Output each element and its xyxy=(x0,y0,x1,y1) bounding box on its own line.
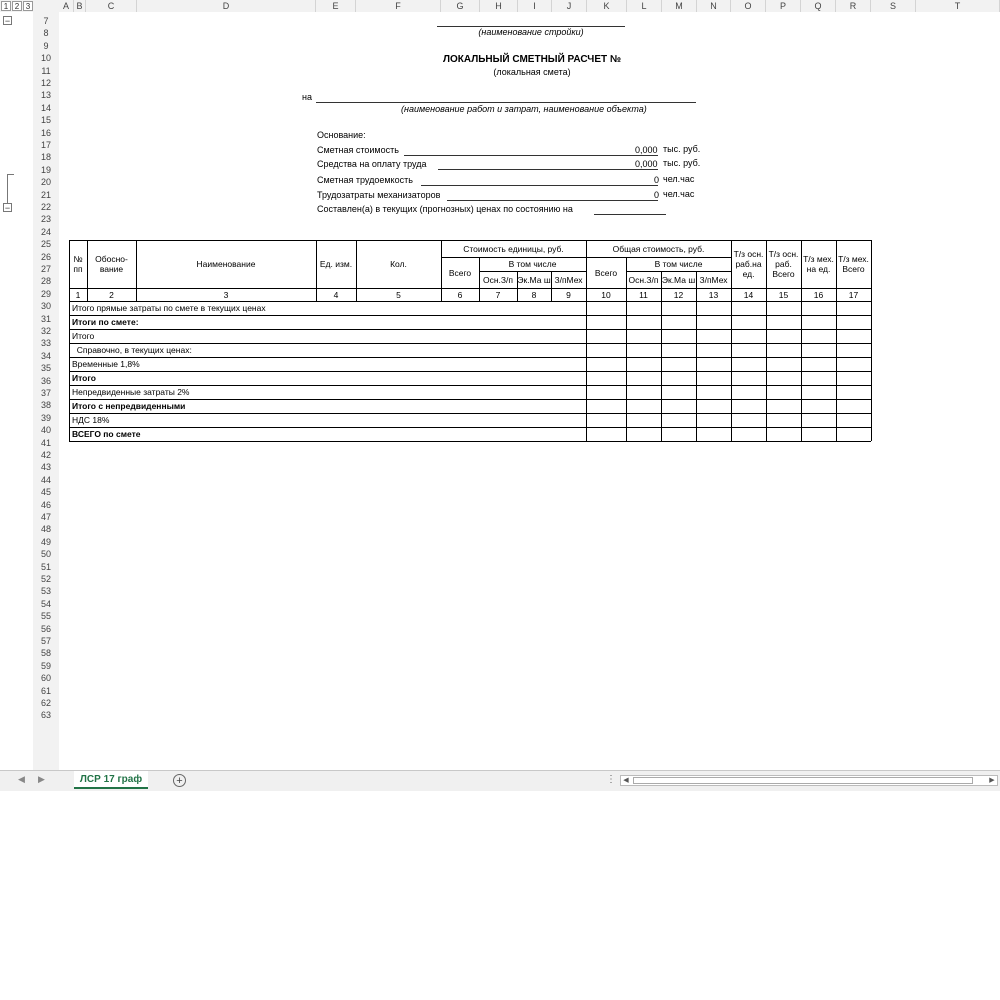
row-header[interactable]: 8 xyxy=(43,28,49,39)
total-row-label[interactable]: Итого прямые затраты по смете в текущих ценах xyxy=(72,303,266,313)
table-border xyxy=(661,301,662,441)
row-header[interactable]: 30 xyxy=(40,301,51,312)
total-row-label[interactable]: Справочно, в текущих ценах: xyxy=(72,345,192,355)
column-header[interactable]: Q xyxy=(801,0,836,12)
header-basis: Обосно-вание xyxy=(95,254,128,274)
table-border xyxy=(871,240,872,301)
table-border xyxy=(69,371,871,372)
row-header[interactable]: 22 xyxy=(40,202,51,212)
row-header[interactable]: 39 xyxy=(40,412,51,423)
row-header[interactable]: 47 xyxy=(40,512,51,522)
estimate-title: ЛОКАЛЬНЫЙ СМЕТНЫЙ РАСЧЕТ № xyxy=(442,54,622,65)
worksheet-grid[interactable] xyxy=(59,12,1000,770)
row-header[interactable]: 23 xyxy=(40,214,51,225)
header-tz-meh-unit: Т/з мех. на ед. xyxy=(803,254,834,274)
table-border xyxy=(69,240,871,241)
table-border xyxy=(69,301,70,441)
row-header[interactable]: 16 xyxy=(40,127,51,138)
row-header[interactable]: 12 xyxy=(40,78,51,88)
outline-level-2-button[interactable]: 2 xyxy=(12,1,22,11)
row-header[interactable]: 19 xyxy=(40,164,51,175)
tab-scroll-right-button[interactable]: ▶ xyxy=(38,774,45,784)
column-number-cell: 7 xyxy=(495,289,501,300)
row-header[interactable]: 42 xyxy=(40,450,51,460)
scroll-left-arrow[interactable]: ◀ xyxy=(623,777,629,784)
column-number-cell: 10 xyxy=(601,289,611,300)
column-number-cell: 17 xyxy=(848,289,859,300)
collapse-group-button[interactable]: − xyxy=(4,203,11,213)
table-border xyxy=(69,399,871,400)
add-sheet-button[interactable]: + xyxy=(173,774,186,787)
total-row-label[interactable]: ВСЕГО по смете xyxy=(72,429,141,439)
works-caption: (наименование работ и затрат, наименование объекта) xyxy=(401,104,647,114)
table-border xyxy=(696,301,697,441)
header-total-cost: Общая стоимость, руб. xyxy=(612,243,705,254)
column-header[interactable]: D xyxy=(137,0,316,12)
column-number-cell: 14 xyxy=(743,289,754,300)
row-header[interactable]: 26 xyxy=(40,251,51,262)
header-unit-cost-all: Всего xyxy=(448,267,472,278)
header-total-osn: Осн.З/п xyxy=(628,274,659,285)
column-number-cell: 1 xyxy=(75,289,81,300)
header-unit-ekma: Эк.Ма ш xyxy=(517,274,551,285)
column-number-cell: 13 xyxy=(708,289,719,300)
row-header[interactable]: 37 xyxy=(40,388,51,398)
column-number-cell: 5 xyxy=(396,289,401,300)
header-total-zpmeh: З/пМех xyxy=(699,274,728,285)
column-number-cell: 2 xyxy=(109,289,114,300)
table-border xyxy=(69,441,871,442)
row-header[interactable]: 24 xyxy=(40,226,51,237)
row-header[interactable]: 27 xyxy=(40,264,51,274)
row-header[interactable]: 58 xyxy=(40,648,51,659)
column-number-cell: 15 xyxy=(778,289,789,300)
row-header[interactable]: 25 xyxy=(40,239,51,250)
row-header[interactable]: 50 xyxy=(40,549,51,560)
outline-level-1-button[interactable]: 1 xyxy=(1,1,11,11)
row-header[interactable]: 35 xyxy=(40,363,51,374)
header-qty: Кол. xyxy=(390,259,407,269)
row-header[interactable]: 14 xyxy=(40,102,51,113)
column-header[interactable]: T xyxy=(916,0,1000,12)
table-border xyxy=(69,329,871,330)
row-header[interactable]: 9 xyxy=(43,40,49,51)
header-tz-osn-unit: Т/з осн. раб.на ед. xyxy=(733,249,764,279)
header-unit-cost-incl: В том числе xyxy=(508,259,557,269)
row-header[interactable]: 46 xyxy=(40,499,51,510)
row-header[interactable]: 55 xyxy=(40,611,51,622)
column-header[interactable]: E xyxy=(316,0,356,12)
header-unit-osn: Осн.З/п xyxy=(482,274,513,285)
scrollbar-thumb[interactable] xyxy=(633,777,973,784)
wages-unit: тыс. руб. xyxy=(663,158,701,168)
column-header[interactable]: F xyxy=(356,0,441,12)
row-header[interactable]: 48 xyxy=(40,524,51,535)
basis-label: Основание: xyxy=(317,130,366,140)
row-header[interactable]: 54 xyxy=(40,598,51,609)
column-number-cell: 8 xyxy=(531,289,537,300)
row-header[interactable]: 15 xyxy=(40,115,51,126)
column-number-cell: 4 xyxy=(333,289,339,300)
column-number-cell: 11 xyxy=(639,289,648,300)
header-unit-zpmeh: З/пМех xyxy=(554,274,583,285)
total-row-label[interactable]: Итого с непредвиденными xyxy=(72,401,186,411)
column-header[interactable]: I xyxy=(518,0,552,12)
column-header[interactable]: R xyxy=(836,0,871,12)
row-header[interactable]: 61 xyxy=(40,685,51,696)
outline-level-3-button[interactable]: 3 xyxy=(23,1,33,11)
header-total-all: Всего xyxy=(594,267,618,278)
row-header[interactable]: 34 xyxy=(40,350,51,361)
row-header[interactable]: 51 xyxy=(40,561,51,572)
column-header[interactable]: H xyxy=(480,0,518,12)
column-header[interactable]: J xyxy=(552,0,587,12)
row-header[interactable]: 49 xyxy=(40,536,51,547)
row-header[interactable]: 56 xyxy=(40,623,51,634)
row-header[interactable]: 29 xyxy=(40,288,51,299)
header-tz-meh-all: Т/з мех. Всего xyxy=(838,254,869,274)
estimated-cost-unit: тыс. руб. xyxy=(663,144,701,154)
tab-splitter-handle[interactable]: ⋮ xyxy=(606,774,616,785)
row-header[interactable]: 33 xyxy=(40,338,51,349)
total-row-label[interactable]: Итого xyxy=(72,373,96,383)
scroll-right-arrow[interactable]: ▶ xyxy=(989,777,995,784)
row-header[interactable]: 45 xyxy=(40,487,51,498)
column-number-cell: 6 xyxy=(457,289,463,300)
labor-unit: чел.час xyxy=(663,174,695,184)
table-border xyxy=(586,301,587,441)
wages-label: Средства на оплату труда xyxy=(317,159,427,169)
row-header[interactable]: 32 xyxy=(40,326,51,336)
table-border xyxy=(871,301,872,441)
row-header[interactable]: 28 xyxy=(40,276,51,287)
row-header[interactable]: 7 xyxy=(43,16,49,26)
header-unit: Ед. изм. xyxy=(319,259,353,269)
table-border xyxy=(801,301,802,441)
row-header[interactable]: 10 xyxy=(40,53,51,64)
mech-unit: чел.час xyxy=(663,189,695,199)
column-number-cell: 9 xyxy=(566,289,571,300)
row-header[interactable]: 40 xyxy=(40,425,51,436)
header-no: № пп xyxy=(73,254,83,274)
column-header[interactable]: C xyxy=(86,0,137,12)
total-row-label[interactable]: Временные 1,8% xyxy=(72,359,140,369)
column-number-cell: 12 xyxy=(673,289,684,300)
labor-label: Сметная трудоемкость xyxy=(317,175,413,185)
column-header[interactable]: S xyxy=(871,0,916,12)
compiled-label: Составлен(а) в текущих (прогнозных) ценах по состоянию на xyxy=(317,204,573,214)
header-unit-cost: Стоимость единицы, руб. xyxy=(463,243,564,254)
table-border xyxy=(479,271,586,272)
row-header[interactable]: 20 xyxy=(40,177,51,188)
construction-caption: (наименование стройки) xyxy=(478,27,584,37)
row-header[interactable]: 44 xyxy=(40,474,51,485)
row-header[interactable]: 62 xyxy=(40,698,51,708)
column-header[interactable]: A xyxy=(59,0,74,12)
total-row-label[interactable]: Итого xyxy=(72,331,95,341)
horizontal-scrollbar[interactable] xyxy=(620,775,998,786)
table-border xyxy=(836,301,837,441)
tab-scroll-left-button[interactable]: ◀ xyxy=(18,774,25,784)
mech-label: Трудозатраты механизаторов xyxy=(317,190,441,200)
row-header[interactable]: 21 xyxy=(40,189,51,200)
header-tz-osn-all: Т/з осн. раб. Всего xyxy=(768,249,799,279)
row-header[interactable]: 57 xyxy=(40,636,51,646)
na-label: на xyxy=(302,92,312,102)
mech-value: 0 xyxy=(654,190,660,200)
row-header[interactable]: 63 xyxy=(40,710,51,721)
table-border xyxy=(626,301,627,441)
row-header[interactable]: 17 xyxy=(40,140,51,150)
row-header[interactable]: 41 xyxy=(40,437,51,448)
column-header[interactable]: G xyxy=(441,0,480,12)
table-border xyxy=(69,413,871,414)
header-total-ekma: Эк.Ма ш xyxy=(661,274,696,285)
column-header[interactable]: N xyxy=(697,0,731,12)
header-total-incl: В том числе xyxy=(654,259,703,269)
column-header[interactable]: B xyxy=(74,0,86,12)
column-header[interactable]: K xyxy=(587,0,627,12)
column-number-cell: 16 xyxy=(813,289,824,300)
row-header[interactable]: 13 xyxy=(40,90,51,101)
column-number-cell: 3 xyxy=(223,289,229,300)
table-border xyxy=(69,315,871,316)
total-row-label[interactable]: НДС 18% xyxy=(72,415,110,425)
row-header[interactable]: 36 xyxy=(40,375,51,386)
estimate-table xyxy=(59,12,1000,770)
outline-gutter xyxy=(0,12,33,770)
row-header[interactable]: 59 xyxy=(40,660,51,671)
total-row-label[interactable]: Непредвиденные затраты 2% xyxy=(72,387,190,397)
table-border xyxy=(69,357,871,358)
column-header[interactable]: M xyxy=(662,0,697,12)
table-border xyxy=(69,427,871,428)
column-header[interactable]: O xyxy=(731,0,766,12)
header-name: Наименование xyxy=(196,259,256,269)
row-header[interactable]: 38 xyxy=(40,400,51,411)
outline-bracket xyxy=(7,174,14,205)
row-header[interactable]: 31 xyxy=(40,313,51,324)
total-row-label[interactable]: Итоги по смете: xyxy=(72,317,139,327)
row-header[interactable]: 52 xyxy=(40,574,51,584)
table-border xyxy=(731,301,732,441)
column-header[interactable]: P xyxy=(766,0,801,12)
table-border xyxy=(626,271,731,272)
row-header[interactable]: 11 xyxy=(41,65,51,76)
row-header[interactable]: 18 xyxy=(40,152,51,163)
wages-value: 0,000 xyxy=(635,159,658,169)
estimated-cost-value: 0,000 xyxy=(635,145,658,155)
estimate-subtitle: (локальная смета) xyxy=(493,67,571,77)
sheet-tab-lsr-17[interactable]: ЛСР 17 граф xyxy=(74,771,148,789)
labor-value: 0 xyxy=(654,175,660,185)
collapse-group-button[interactable]: − xyxy=(4,16,11,26)
row-header[interactable]: 43 xyxy=(40,462,51,473)
sheet-tab-bar xyxy=(0,770,1000,791)
estimated-cost-label: Сметная стоимость xyxy=(317,145,399,155)
row-header[interactable]: 53 xyxy=(40,586,51,597)
row-header[interactable]: 60 xyxy=(40,673,51,684)
column-header[interactable]: L xyxy=(627,0,662,12)
table-border xyxy=(766,301,767,441)
